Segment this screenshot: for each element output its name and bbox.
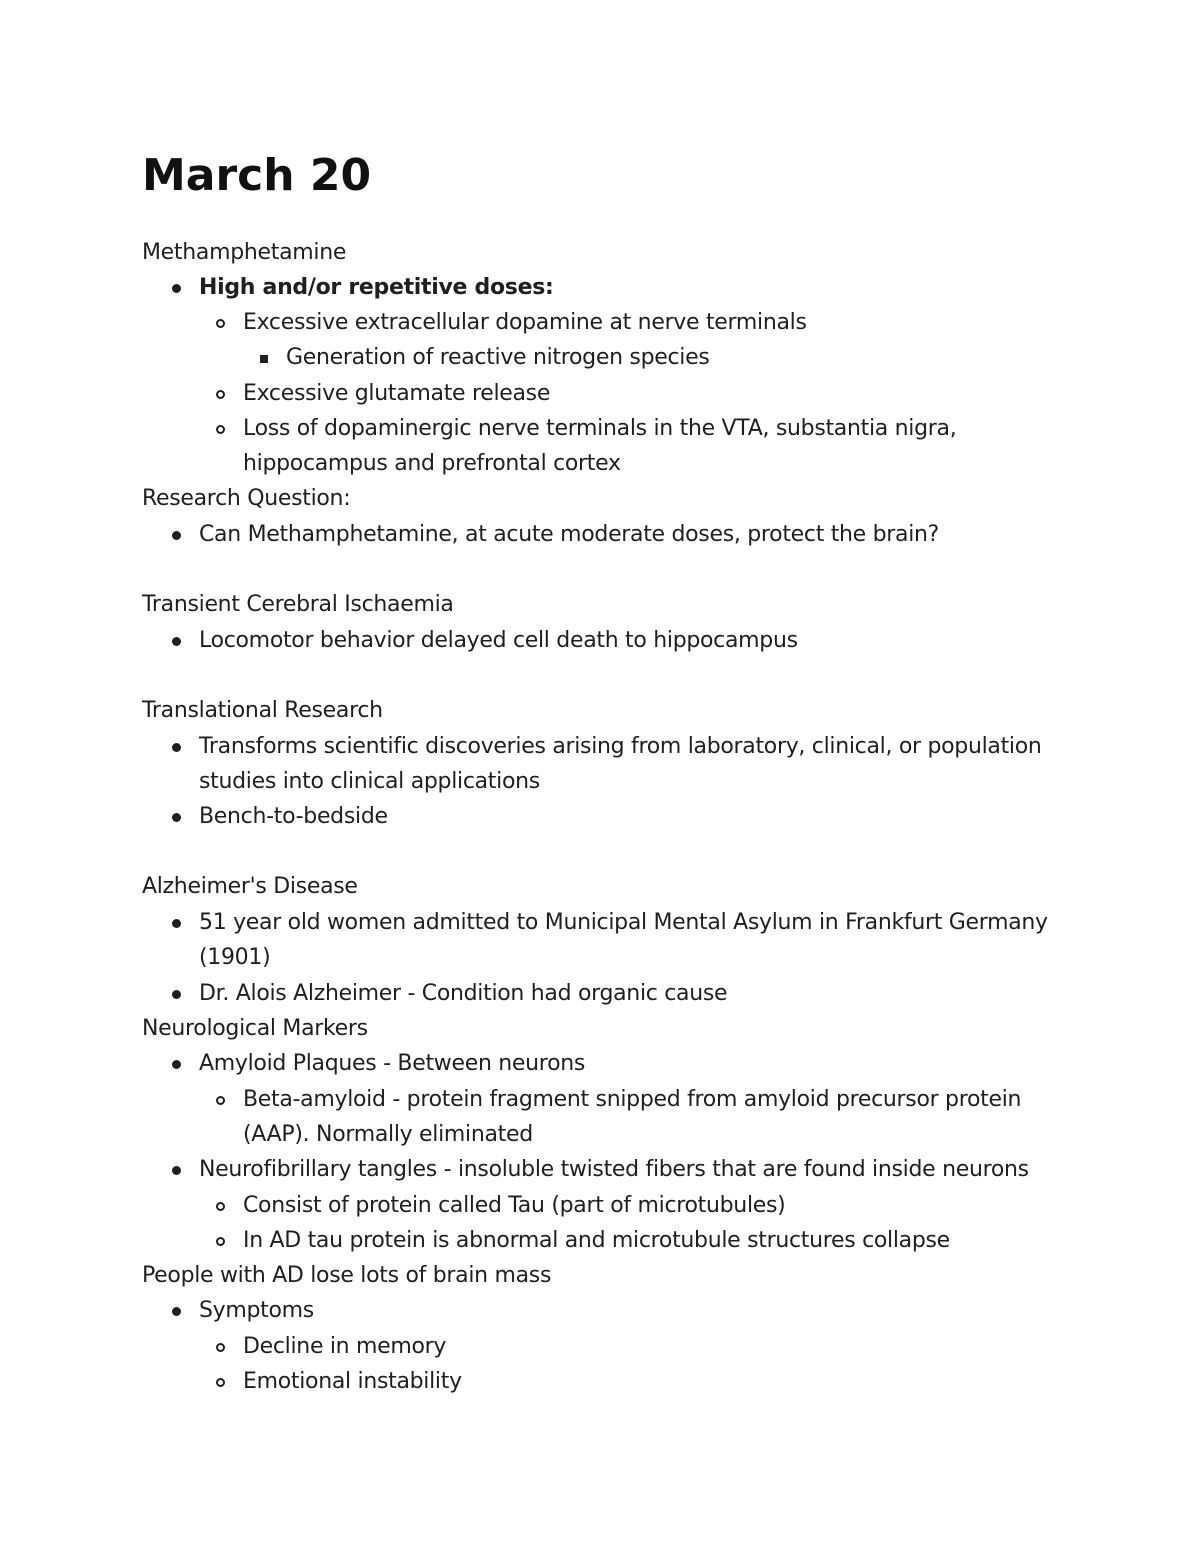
disc-bullet-icon: [172, 743, 181, 752]
list-item-reactive-nitrogen: Generation of reactive nitrogen species: [286, 345, 710, 370]
circle-bullet-icon: [216, 1378, 225, 1387]
list-item-loss-of-terminals-cont: hippocampus and prefrontal cortex: [243, 451, 621, 476]
list-item-beta-amyloid-cont: (AAP). Normally eliminated: [243, 1122, 533, 1147]
circle-bullet-icon: [216, 1237, 225, 1246]
heading-neurological-markers: Neurological Markers: [142, 1016, 368, 1041]
list-item-glutamate-release: Excessive glutamate release: [243, 381, 551, 406]
page-title: March 20: [142, 150, 372, 201]
list-item-locomotor-behavior: Locomotor behavior delayed cell death to hippocampus: [199, 628, 798, 653]
list-item-transforms-discoveries: Transforms scientific discoveries arising from laboratory, clinical, or population: [199, 734, 1042, 759]
heading-alzheimers-disease: Alzheimer's Disease: [142, 874, 358, 899]
list-item-alois-alzheimer: Dr. Alois Alzheimer - Condition had organic cause: [199, 981, 728, 1006]
disc-bullet-icon: [172, 919, 181, 928]
list-item-research-question: Can Methamphetamine, at acute moderate doses, protect the brain?: [199, 522, 940, 547]
list-item-neurofibrillary-tangles: Neurofibrillary tangles - insoluble twisted fibers that are found inside neurons: [199, 1157, 1029, 1182]
list-item-memory-decline: Decline in memory: [243, 1334, 447, 1359]
circle-bullet-icon: [216, 390, 225, 399]
square-bullet-icon: [260, 355, 268, 363]
disc-bullet-icon: [172, 531, 181, 540]
list-item-51-year-old: 51 year old women admitted to Municipal Mental Asylum in Frankfurt Germany: [199, 910, 1048, 935]
disc-bullet-icon: [172, 637, 181, 646]
disc-bullet-icon: [172, 1060, 181, 1069]
list-item-amyloid-plaques: Amyloid Plaques - Between neurons: [199, 1051, 586, 1076]
heading-research-question: Research Question:: [142, 486, 351, 511]
list-item-emotional-instability: Emotional instability: [243, 1369, 462, 1394]
list-item-microtubule-collapse: In AD tau protein is abnormal and microtubule structures collapse: [243, 1228, 950, 1253]
disc-bullet-icon: [172, 1307, 181, 1316]
heading-cerebral-ischaemia: Transient Cerebral Ischaemia: [142, 592, 454, 617]
list-item-transforms-discoveries-cont: studies into clinical applications: [199, 769, 540, 794]
heading-brain-mass: People with AD lose lots of brain mass: [142, 1263, 552, 1288]
disc-bullet-icon: [172, 284, 181, 293]
list-item-loss-of-terminals: Loss of dopaminergic nerve terminals in the VTA, substantia nigra,: [243, 416, 957, 441]
circle-bullet-icon: [216, 319, 225, 328]
list-item-51-year-old-cont: (1901): [199, 945, 271, 970]
list-item-beta-amyloid: Beta-amyloid - protein fragment snipped from amyloid precursor protein: [243, 1087, 1022, 1112]
circle-bullet-icon: [216, 1343, 225, 1352]
circle-bullet-icon: [216, 1096, 225, 1105]
list-item-extracellular-dopamine: Excessive extracellular dopamine at nerve terminals: [243, 310, 807, 335]
disc-bullet-icon: [172, 1166, 181, 1175]
circle-bullet-icon: [216, 425, 225, 434]
circle-bullet-icon: [216, 1202, 225, 1211]
list-item-tau-protein: Consist of protein called Tau (part of microtubules): [243, 1193, 786, 1218]
disc-bullet-icon: [172, 813, 181, 822]
heading-translational-research: Translational Research: [142, 698, 383, 723]
list-item-bench-to-bedside: Bench-to-bedside: [199, 804, 388, 829]
heading-methamphetamine: Methamphetamine: [142, 240, 347, 265]
list-item-high-doses: High and/or repetitive doses:: [199, 275, 554, 300]
disc-bullet-icon: [172, 990, 181, 999]
list-item-symptoms: Symptoms: [199, 1298, 314, 1323]
